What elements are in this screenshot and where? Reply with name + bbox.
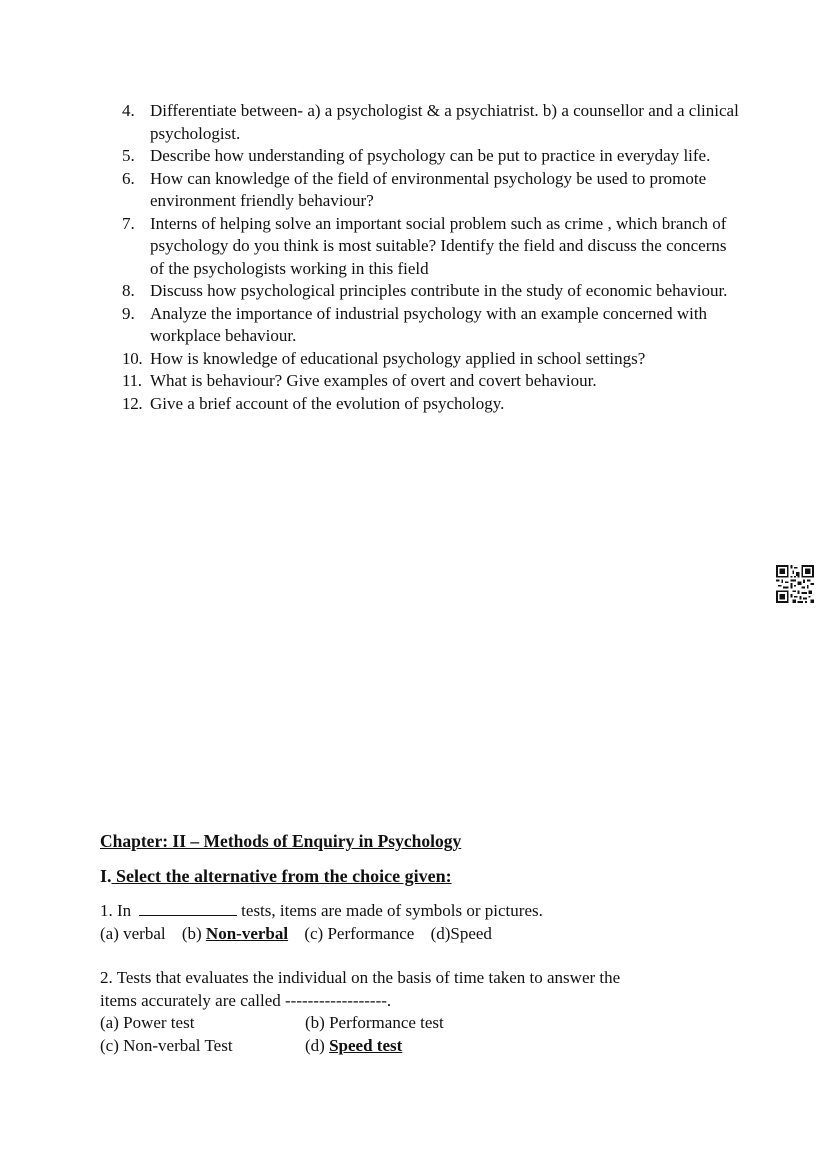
- question-stem-line-1: 2. Tests that evaluates the individual on the basis of time taken to answer the: [100, 968, 621, 987]
- mcq-question-1: [100, 900, 740, 945]
- option-d: (d)Speed: [430, 923, 492, 943]
- option-b-label: (b): [181, 923, 202, 943]
- question-stem-line-2: items accurately are called ------------------.: [100, 990, 392, 1010]
- qr-code-icon: [776, 565, 814, 603]
- list-item: [122, 348, 742, 371]
- question-text: Discuss how psychological principles contribute in the study of economic behaviour.: [150, 281, 728, 300]
- list-item: [122, 145, 742, 168]
- question-text: Describe how understanding of psychology can be put to practice in everyday life.: [150, 146, 711, 165]
- question-list: [122, 100, 742, 415]
- list-item: [122, 168, 742, 213]
- question-suffix: tests, items are made of symbols or pictures.: [241, 901, 543, 920]
- question-text: Analyze the importance of industrial psychology with an example concerned with workplace behaviour.: [150, 303, 708, 345]
- section-title: [100, 865, 452, 888]
- correct-answer: Speed test: [329, 1035, 403, 1055]
- question-number: 10.: [122, 348, 143, 368]
- question-number: 4.: [122, 101, 135, 120]
- option-a: (a) Power test: [100, 1013, 195, 1032]
- question-number: 9.: [122, 303, 135, 323]
- section-number: I.: [100, 866, 112, 886]
- question-text: Give a brief account of the evolution of psychology.: [150, 393, 505, 413]
- option-d: [305, 1035, 525, 1058]
- chapter-title: Chapter: II – Methods of Enquiry in Psychology: [100, 831, 462, 851]
- option-d-label: (d): [305, 1035, 325, 1055]
- question-text: How can knowledge of the field of environmental psychology be used to promote environment friendly behaviour?: [150, 168, 707, 210]
- list-item: [122, 393, 742, 416]
- list-item: [122, 280, 742, 303]
- question-number: 5.: [122, 146, 135, 165]
- question-stem: [100, 900, 740, 923]
- question-number: 7.: [122, 213, 135, 233]
- option-c: (c) Performance: [304, 923, 415, 943]
- question-text: Differentiate between- a) a psychologist & a psychiatrist. b) a counsellor and a clinical psychologist.: [150, 101, 739, 143]
- question-text: What is behaviour? Give examples of overt and covert behaviour.: [150, 371, 597, 390]
- question-text: Interns of helping solve an important social problem such as crime , which branch of psychology do you think is most suitable? Identify the field and discuss the concerns of the psychologists working in this field: [150, 213, 727, 278]
- section-instruction: Select the alternative from the choice given:: [111, 866, 452, 886]
- option-c: (c) Non-verbal Test: [100, 1035, 233, 1055]
- correct-answer: Non-verbal: [205, 923, 289, 943]
- question-prefix: 1. In: [100, 901, 132, 920]
- question-number: 6.: [122, 168, 135, 188]
- mcq-question-2: [100, 967, 740, 1057]
- list-item: [122, 303, 742, 348]
- option-b: (b) Performance test: [305, 1013, 444, 1032]
- question-number: 11.: [122, 371, 142, 390]
- question-number: 12.: [122, 393, 143, 413]
- list-item: [122, 100, 742, 145]
- options-row: [100, 923, 740, 946]
- question-text: How is knowledge of educational psychology applied in school settings?: [150, 348, 646, 368]
- option-a: (a) verbal: [100, 923, 166, 943]
- question-number: 8.: [122, 281, 135, 300]
- list-item: [122, 370, 742, 393]
- options-grid: [100, 1012, 740, 1057]
- list-item: [122, 213, 742, 281]
- option-b: [182, 924, 288, 943]
- fill-in-blank: [139, 901, 237, 916]
